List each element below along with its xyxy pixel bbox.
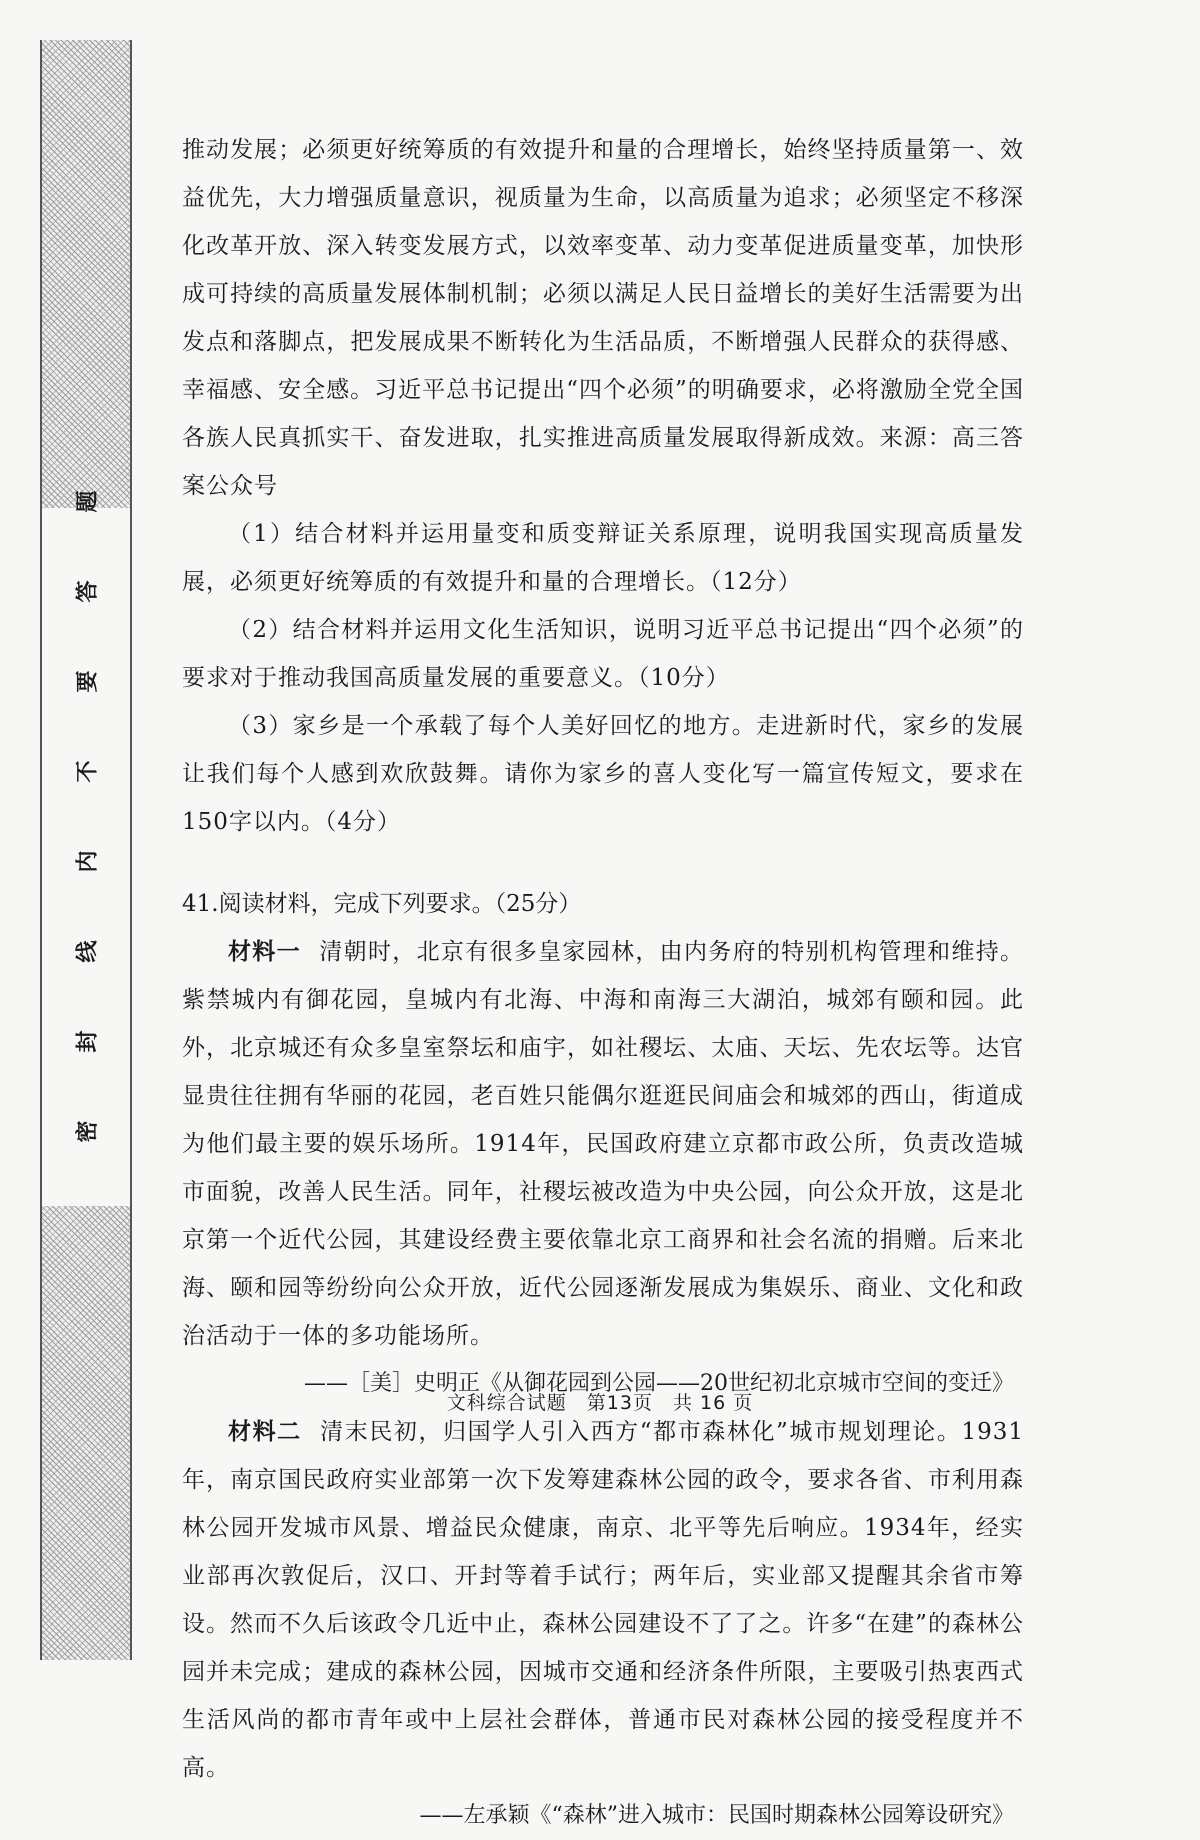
binding-strip bbox=[40, 40, 132, 1660]
material-1-text: 清朝时，北京有很多皇家园林，由内务府的特别机构管理和维持。紫禁城内有御花园，皇城内有北海、中海和南海三大湖泊，城郊有颐和园。此外，北京城还有众多皇室祭坛和庙宇，如社稷坛、太庙、天坛、先农坛等。达官显贵往往拥有华丽的花园，老百姓只能偶尔逛逛民间庙会和城郊的西山，街道成为他们最主要的娱乐场所。1914年，民国政府建立京都市政公所，负责改造城市面貌，改善人民生活。同年，社稷坛被改造为中央公园，向公众开放，这是北京第一个近代公园，其建设经费主要依靠北京工商界和社会名流的捐赠。后来北海、颐和园等纷纷向公众开放，近代公园逐渐发展成为集娱乐、商业、文化和政治活动于一体的多功能场所。 bbox=[182, 939, 1025, 1349]
material-2-text: 清末民初，归国学人引入西方“都市森林化”城市规划理论。1931年，南京国民政府实业部第一次下发筹建森林公园的政令，要求各省、市利用森林公园开发城市风景、增益民众健康，南京、北平等先后响应。1934年，经实业部再次敦促后，汉口、开封等着手试行；两年后，实业部又提醒其余省市筹设。然而不久后该政令几近中止，森林公园建设不了了之。许多“在建”的森林公园并未完成；建成的森林公园，因城市交通和经济条件所限，主要吸引热衷西式生活风尚的都市青年或中上层社会群体，普通市民对森林公园的接受程度并不高。 bbox=[182, 1419, 1024, 1781]
section-gap bbox=[182, 846, 1024, 880]
seal-char: 封 bbox=[75, 1030, 101, 1053]
seal-char: 线 bbox=[75, 940, 101, 963]
material-2-label: 材料二 bbox=[228, 1418, 302, 1445]
seal-char: 答 bbox=[75, 580, 101, 603]
seal-label-column bbox=[42, 490, 130, 1206]
material-1-source: ——［美］史明正《从御花园到公园——20世纪初北京城市空间的变迁》 bbox=[304, 1371, 1014, 1396]
seal-char: 要 bbox=[75, 670, 101, 693]
binding-hatch-top bbox=[42, 40, 130, 508]
page-footer: 文科综合试题 第13页 共 16 页 bbox=[446, 1392, 754, 1414]
seal-char: 密 bbox=[75, 1120, 101, 1143]
question-40-part-1: （1）结合材料并运用量变和质变辩证关系原理，说明我国实现高质量发展，必须更好统筹质的有效提升和量的合理增长。（12分） bbox=[182, 521, 1024, 595]
material-1-label: 材料一 bbox=[228, 938, 301, 965]
material-2 bbox=[182, 1408, 1024, 1792]
page-content bbox=[182, 126, 1024, 1840]
question-40-part-2: （2）结合材料并运用文化生活知识，说明习近平总书记提出“四个必须”的要求对于推动我国高质量发展的重要意义。（10分） bbox=[182, 617, 1024, 691]
question-40-part-3: （3）家乡是一个承载了每个人美好回忆的地方。走进新时代，家乡的发展让我们每个人感到欢欣鼓舞。请你为家乡的喜人变化写一篇宣传短文，要求在150字以内。（4分） bbox=[182, 713, 1024, 835]
seal-char: 题 bbox=[75, 490, 101, 513]
question-41-title: 41.阅读材料，完成下列要求。（25分） bbox=[182, 891, 582, 917]
seal-char: 不 bbox=[75, 760, 101, 783]
continued-paragraph: 推动发展；必须更好统筹质的有效提升和量的合理增长，始终坚持质量第一、效益优先，大力增强质量意识，视质量为生命，以高质量为追求；必须坚定不移深化改革开放、深入转变发展方式，以效率变革、动力变革促进质量变革，加快形成可持续的高质量发展体制机制；必须以满足人民日益增长的美好生活需要为出发点和落脚点，把发展成果不断转化为生活品质，不断增强人民群众的获得感、幸福感、安全感。习近平总书记提出“四个必须”的明确要求，必将激励全党全国各族人民真抓实干、奋发进取，扎实推进高质量发展取得新成效。来源：高三答案公众号 bbox=[182, 137, 1024, 499]
material-2-source: ——左承颖《“森林”进入城市：民国时期森林公园筹设研究》 bbox=[419, 1803, 1014, 1828]
binding-hatch-bottom bbox=[42, 1206, 130, 1660]
seal-char: 内 bbox=[75, 850, 101, 873]
material-1 bbox=[182, 928, 1024, 1360]
